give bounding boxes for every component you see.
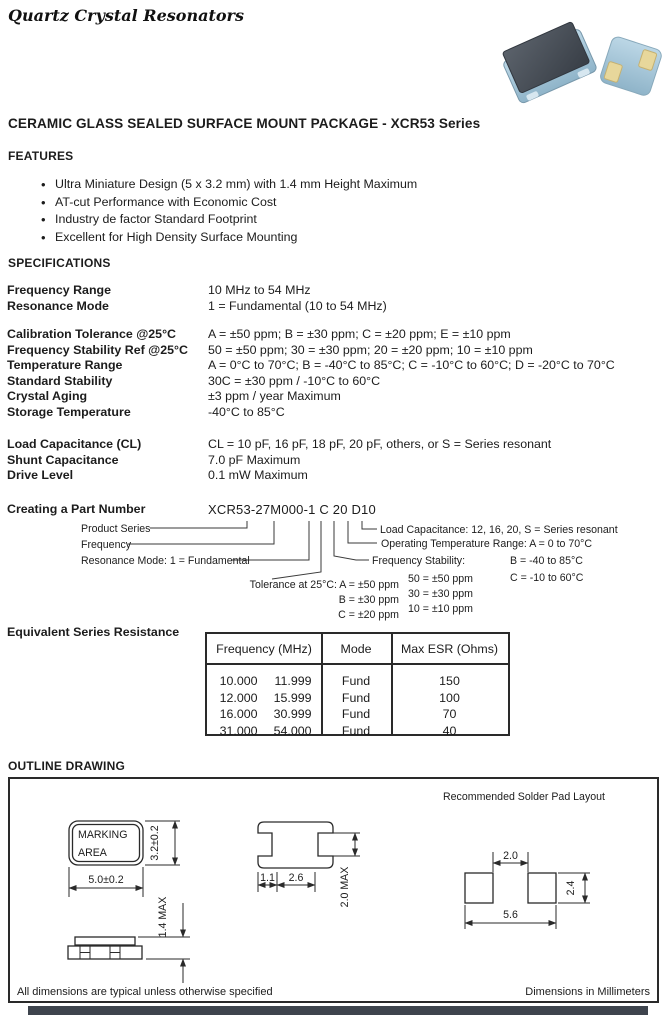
chip-photo-bottom-view	[599, 35, 663, 97]
spec-row	[7, 389, 662, 405]
freq-high: 15.999	[273, 690, 312, 705]
specifications-heading: SPECIFICATIONS	[8, 256, 111, 270]
product-photos	[492, 14, 666, 106]
spec-value: 10 MHz to 54 MHz	[208, 283, 311, 297]
callout-stability-10: 10 = ±10 ppm	[408, 603, 474, 615]
dim-thickness: 1.4 MAX	[157, 896, 169, 938]
dim-body-height: 3.2±0.2	[149, 825, 161, 861]
spec-label: Standard Stability	[7, 373, 113, 388]
outline-drawing	[8, 777, 659, 1003]
dim-castellation-width: 2.0 MAX	[339, 866, 351, 908]
marking-area-line2: AREA	[78, 847, 107, 859]
side-view-base	[68, 946, 142, 959]
spec-row	[7, 327, 662, 343]
table-cell-mode: Fund	[341, 674, 371, 688]
outline-heading: OUTLINE DRAWING	[8, 759, 125, 773]
freq-low: 12.000	[219, 690, 258, 705]
dim-body-width: 5.0±0.2	[88, 874, 124, 886]
table-cell-mode: Fund	[341, 723, 371, 738]
dim-pad-height: 2.4	[565, 880, 577, 896]
spec-label: Resonance Mode	[7, 298, 109, 313]
solder-pad-left	[465, 873, 493, 903]
callout-load-cap: Load Capacitance: 12, 16, 20, S = Series resonant	[380, 524, 618, 536]
callout-product-series: Product Series	[81, 523, 151, 535]
table-cell-frequency	[207, 674, 321, 691]
part-number-heading: Creating a Part Number	[7, 502, 146, 516]
spec-value: A = 0°C to 70°C; B = -40°C to 85°C; C = -10°C to 60°C; D = -20°C to 70°C	[208, 358, 615, 372]
column-header: Mode	[340, 641, 372, 656]
callout-stability-50: 50 = ±50 ppm	[408, 573, 474, 585]
feature-item: • AT-cut Performance with Economic Cost	[55, 194, 417, 212]
esr-table-header	[207, 634, 508, 663]
callout-stability-30: 30 = ±30 ppm	[408, 588, 474, 600]
spec-label: Frequency Stability Ref @25°C	[7, 342, 188, 357]
spec-row	[7, 405, 662, 421]
spec-value: 7.0 pF Maximum	[208, 452, 301, 467]
spec-value: ±3 ppm / year Maximum	[208, 389, 341, 403]
freq-low: 16.000	[219, 707, 258, 721]
table-cell-esr: 150	[439, 674, 460, 688]
footer-bar	[28, 1006, 648, 1015]
column-header: Frequency (MHz)	[216, 641, 312, 656]
callout-temp-c: C = -10 to 60°C	[510, 572, 584, 584]
spec-value: 0.1 mW Maximum	[208, 468, 308, 482]
callout-temp-a: Operating Temperature Range: A = 0 to 70°C	[381, 538, 593, 550]
spec-row	[7, 468, 662, 484]
table-cell-frequency	[207, 691, 321, 708]
spec-group-basic	[7, 283, 662, 314]
outline-note-left: All dimensions are typical unless otherwise specified	[17, 986, 273, 998]
table-cell-frequency	[207, 724, 321, 741]
part-number-example: XCR53-27M000-1 C 20 D10	[208, 502, 376, 517]
brand-title: Quartz Crystal Resonators	[8, 6, 244, 25]
spec-value: 30C = ±30 ppm / -10°C to 60°C	[208, 373, 381, 388]
solder-pad-right	[528, 873, 556, 903]
table-cell-frequency	[207, 707, 321, 724]
spec-row	[7, 283, 662, 299]
table-cell-esr: 40	[442, 723, 457, 738]
freq-high: 54.000	[273, 723, 312, 738]
spec-label: Crystal Aging	[7, 389, 88, 403]
freq-low: 10.000	[219, 674, 258, 688]
spec-row	[7, 453, 662, 469]
callout-temp-b: B = -40 to 85°C	[510, 555, 583, 567]
spec-row	[7, 374, 662, 390]
feature-item: • Ultra Miniature Design (5 x 3.2 mm) with 1.4 mm Height Maximum	[55, 176, 417, 194]
spec-label: Temperature Range	[7, 358, 123, 372]
spec-value: CL = 10 pF, 16 pF, 18 pF, 20 pF, others, or S = Series resonant	[208, 437, 552, 451]
part-number-diagram	[0, 514, 668, 626]
spec-row	[7, 358, 662, 374]
callout-tolerance-b: B = ±30 ppm	[338, 594, 399, 606]
callout-tolerance-c: C = ±20 ppm	[338, 609, 399, 621]
spec-label: Frequency Range	[7, 283, 111, 297]
callout-tolerance-a: Tolerance at 25°C: A = ±50 ppm	[249, 579, 399, 591]
chip-photo-top-view	[499, 20, 598, 104]
dim-pad-gap: 2.0	[503, 850, 518, 862]
esr-table	[205, 632, 510, 736]
esr-table-body	[207, 674, 508, 740]
spec-value: -40°C to 85°C	[208, 404, 285, 419]
freq-high: 30.999	[273, 707, 312, 721]
table-divider	[207, 663, 508, 665]
table-cell-mode: Fund	[341, 707, 371, 721]
side-view-lid	[75, 937, 135, 945]
spec-label: Load Capacitance (CL)	[7, 437, 142, 451]
spec-row	[7, 343, 662, 359]
callout-resonance-mode: Resonance Mode: 1 = Fundamental	[81, 555, 250, 567]
esr-heading: Equivalent Series Resistance	[7, 625, 180, 639]
solder-pad-layout-title: Recommended Solder Pad Layout	[443, 791, 605, 803]
spec-group-stability	[7, 327, 662, 420]
spec-row	[7, 437, 662, 453]
column-header: Max ESR (Ohms)	[400, 641, 499, 656]
outline-note-right: Dimensions in Millimeters	[525, 986, 650, 998]
spec-row	[7, 299, 662, 315]
freq-low: 31.000	[219, 723, 258, 738]
table-cell-esr: 70	[442, 707, 457, 721]
feature-item: • Excellent for High Density Surface Mounting	[55, 229, 417, 247]
features-list	[55, 176, 417, 246]
callout-line-load-cap	[362, 521, 377, 529]
feature-item: • Industry de factor Standard Footprint	[55, 211, 417, 229]
callout-stability-title: Frequency Stability:	[372, 555, 466, 567]
marking-area-line1: MARKING	[78, 829, 128, 841]
callout-line-product-series	[150, 521, 247, 528]
freq-high: 11.999	[274, 674, 312, 688]
spec-label: Drive Level	[7, 468, 74, 482]
dim-pad-span: 5.6	[503, 909, 518, 921]
table-cell-esr: 100	[439, 690, 460, 705]
dim-castellation-span: 2.6	[288, 872, 304, 884]
callout-line-stability	[334, 521, 369, 560]
spec-value: 50 = ±50 ppm; 30 = ±30 ppm; 20 = ±20 ppm; 10 = ±10 ppm	[208, 342, 533, 357]
spec-value: A = ±50 ppm; B = ±30 ppm; C = ±20 ppm; E = ±10 ppm	[208, 327, 511, 341]
table-cell-mode: Fund	[341, 690, 371, 705]
document-title: CERAMIC GLASS SEALED SURFACE MOUNT PACKAGE - XCR53 Series	[8, 116, 481, 131]
dim-castellation-land: 1.1	[260, 872, 275, 884]
spec-group-electrical	[7, 437, 662, 484]
bottom-view-outline	[258, 822, 333, 868]
callout-frequency: Frequency	[81, 539, 132, 551]
outline-drawing-box	[8, 777, 659, 1003]
spec-label: Storage Temperature	[7, 404, 131, 419]
features-heading: FEATURES	[8, 149, 74, 163]
spec-value: 1 = Fundamental (10 to 54 MHz)	[208, 298, 387, 313]
spec-label: Shunt Capacitance	[7, 452, 119, 467]
callout-line-tolerance	[272, 521, 321, 579]
spec-label: Calibration Tolerance @25°C	[7, 327, 176, 341]
